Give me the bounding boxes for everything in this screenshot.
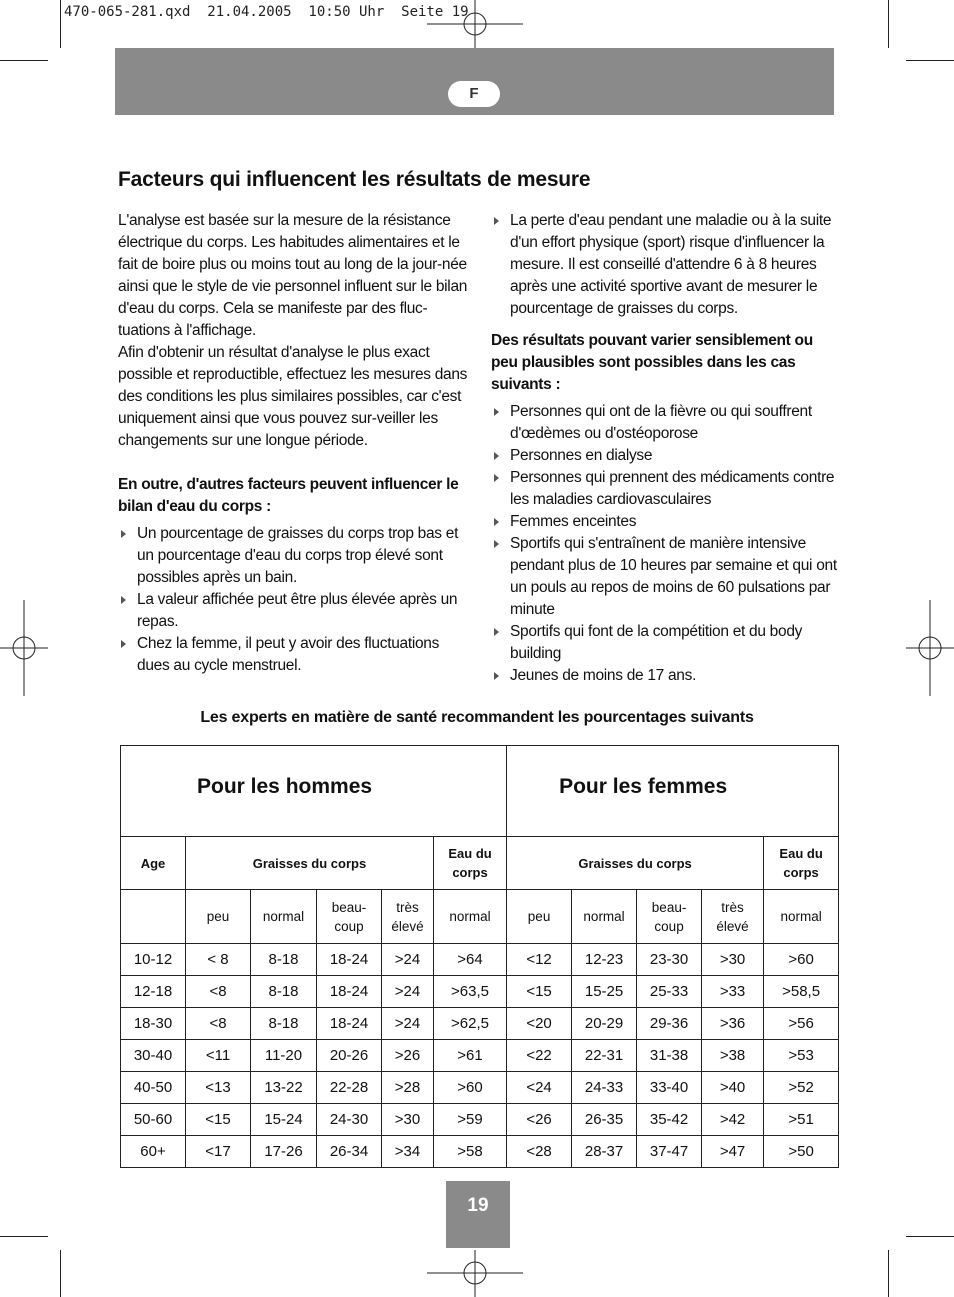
women-header: Pour les femmes: [507, 746, 839, 837]
sub-header-peu: peu: [186, 890, 251, 944]
table-cell: >26: [382, 1040, 434, 1072]
sub-header-water-normal: normal: [434, 890, 507, 944]
table-cell: 12-23: [572, 944, 637, 976]
table-cell: 18-24: [317, 944, 382, 976]
sub-header-beaucoup: beau- coup: [637, 890, 702, 944]
list-item: La valeur affichée peut être plus élevée après un repas.: [118, 589, 468, 633]
table-cell: <13: [186, 1072, 251, 1104]
age-cell: 12-18: [121, 976, 186, 1008]
table-cell: <20: [507, 1008, 572, 1040]
arrow-bullet-icon: [121, 530, 126, 538]
table-cell: 37-47: [637, 1136, 702, 1168]
table-cell: 15-25: [572, 976, 637, 1008]
method-paragraph: Afin d'obtenir un résultat d'analyse le plus exact possible et reproductible, effectuez les mesures dans des conditions les plus similaires possibles, car c'est uniquement ainsi que vous pouvez sur-veiller les changements sur une longue période.: [118, 344, 468, 449]
table-cell: >59: [434, 1104, 507, 1136]
women-fat-header: Graisses du corps: [507, 837, 764, 890]
crop-mark: [888, 0, 889, 48]
table-cell: 24-30: [317, 1104, 382, 1136]
table-cell: 24-33: [572, 1072, 637, 1104]
crop-mark: [60, 0, 61, 48]
sub-header-water-normal: normal: [764, 890, 839, 944]
table-cell: 26-34: [317, 1136, 382, 1168]
list-item: Un pourcentage de graisses du corps trop bas et un pourcentage d'eau du corps trop élevé sont possibles après un bain.: [118, 523, 468, 589]
age-cell: 40-50: [121, 1072, 186, 1104]
arrow-bullet-icon: [494, 452, 499, 460]
table-cell: <8: [186, 976, 251, 1008]
table-cell: <15: [507, 976, 572, 1008]
table-cell: 26-35: [572, 1104, 637, 1136]
table-body: [121, 944, 839, 1168]
table-cell: <17: [186, 1136, 251, 1168]
list-item: Personnes qui ont de la fièvre ou qui souffrent d'œdèmes ou d'ostéoporose: [491, 401, 837, 445]
arrow-bullet-icon: [494, 628, 499, 636]
sub-header-tres-eleve: très élevé: [382, 890, 434, 944]
table-cell: 28-37: [572, 1136, 637, 1168]
table-cell: >60: [764, 944, 839, 976]
table-cell: >33: [702, 976, 764, 1008]
table-cell: <15: [186, 1104, 251, 1136]
table-cell: >64: [434, 944, 507, 976]
registration-mark-icon: [427, 1250, 523, 1297]
cases-heading: Des résultats pouvant varier sensiblement ou peu plausibles sont possibles dans les cas suivants :: [491, 332, 813, 393]
arrow-bullet-icon: [121, 640, 126, 648]
table-cell: 17-26: [251, 1136, 317, 1168]
body-composition-table: [120, 745, 839, 1168]
table-cell: >60: [434, 1072, 507, 1104]
language-badge: F: [448, 81, 500, 107]
list-item: La perte d'eau pendant une maladie ou à la suite d'un effort physique (sport) risque d'influencer la mesure. Il est conseillé d'attendre 6 à 8 heures après une activité sportive avant de mesurer le pourcentage de graisses du corps.: [491, 210, 837, 320]
table-cell: >38: [702, 1040, 764, 1072]
list-item: Jeunes de moins de 17 ans.: [491, 665, 837, 687]
sub-header-peu: peu: [507, 890, 572, 944]
registration-mark-icon: [427, 0, 523, 48]
crop-mark: [60, 1250, 61, 1297]
table-cell: 25-33: [637, 976, 702, 1008]
arrow-bullet-icon: [494, 540, 499, 548]
table-cell: <22: [507, 1040, 572, 1072]
list-item: Femmes enceintes: [491, 511, 837, 533]
table-cell: >30: [702, 944, 764, 976]
list-item: Chez la femme, il peut y avoir des fluctuations dues au cycle menstruel.: [118, 633, 468, 677]
list-item: Sportifs qui font de la compétition et du body building: [491, 621, 837, 665]
table-row: [121, 1008, 839, 1040]
table-cell: <11: [186, 1040, 251, 1072]
table-row: [121, 1072, 839, 1104]
table-cell: >53: [764, 1040, 839, 1072]
table-cell: 23-30: [637, 944, 702, 976]
age-cell: 10-12: [121, 944, 186, 976]
table-cell: >24: [382, 1008, 434, 1040]
table-cell: 18-24: [317, 1008, 382, 1040]
table-row: [121, 944, 839, 976]
table-cell: 8-18: [251, 1008, 317, 1040]
table-cell: 11-20: [251, 1040, 317, 1072]
table-cell: < 8: [186, 944, 251, 976]
table-cell: >58: [434, 1136, 507, 1168]
table-cell: 13-22: [251, 1072, 317, 1104]
arrow-bullet-icon: [121, 596, 126, 604]
table-cell: 8-18: [251, 976, 317, 1008]
table-cell: <26: [507, 1104, 572, 1136]
table-cell: >61: [434, 1040, 507, 1072]
age-header: Age: [121, 837, 186, 890]
table-cell: <24: [507, 1072, 572, 1104]
recommendation-heading: Les experts en matière de santé recommandent les pourcentages suivants: [200, 709, 754, 726]
table-cell: >30: [382, 1104, 434, 1136]
sub-header-tres-eleve: très élevé: [702, 890, 764, 944]
sub-header-normal: normal: [572, 890, 637, 944]
table-cell: 31-38: [637, 1040, 702, 1072]
list-item: Personnes qui prennent des médicaments contre les maladies cardiovasculaires: [491, 467, 837, 511]
sub-header-normal: normal: [251, 890, 317, 944]
water-loss-list: [491, 210, 837, 320]
arrow-bullet-icon: [494, 518, 499, 526]
table-row: [121, 1040, 839, 1072]
list-item: Personnes en dialyse: [491, 445, 837, 467]
registration-mark-icon: [0, 600, 48, 696]
table-cell: >56: [764, 1008, 839, 1040]
table-cell: >24: [382, 976, 434, 1008]
table-cell: >50: [764, 1136, 839, 1168]
table-cell: >58,5: [764, 976, 839, 1008]
crop-mark: [0, 1236, 48, 1237]
table-cell: >62,5: [434, 1008, 507, 1040]
table-cell: >42: [702, 1104, 764, 1136]
table-cell: >63,5: [434, 976, 507, 1008]
arrow-bullet-icon: [494, 408, 499, 416]
table-cell: <12: [507, 944, 572, 976]
age-cell: 60+: [121, 1136, 186, 1168]
crop-mark: [906, 60, 954, 61]
table-cell: >24: [382, 944, 434, 976]
crop-mark: [888, 1250, 889, 1297]
table-cell: >51: [764, 1104, 839, 1136]
table-cell: >36: [702, 1008, 764, 1040]
men-header: Pour les hommes: [121, 746, 507, 837]
men-fat-header: Graisses du corps: [186, 837, 434, 890]
table-cell: 22-31: [572, 1040, 637, 1072]
crop-mark: [906, 1236, 954, 1237]
table-cell: 22-28: [317, 1072, 382, 1104]
table-cell: 18-24: [317, 976, 382, 1008]
table-cell: 35-42: [637, 1104, 702, 1136]
right-column: [491, 210, 837, 687]
men-water-header: Eau du corps: [434, 837, 507, 890]
crop-mark: [0, 60, 48, 61]
table-cell: <28: [507, 1136, 572, 1168]
table-cell: 15-24: [251, 1104, 317, 1136]
factors-list: [118, 523, 468, 677]
arrow-bullet-icon: [494, 672, 499, 680]
table-cell: 29-36: [637, 1008, 702, 1040]
factors-heading: En outre, d'autres facteurs peuvent influencer le bilan d'eau du corps :: [118, 476, 459, 515]
sub-header-beaucoup: beau- coup: [317, 890, 382, 944]
table-row: [121, 1104, 839, 1136]
print-slug: 470-065-281.qxd 21.04.2005 10:50 Uhr Seite 19: [64, 4, 469, 20]
table-cell: >47: [702, 1136, 764, 1168]
page-title: Facteurs qui influencent les résultats de mesure: [118, 168, 591, 191]
intro-paragraph: L'analyse est basée sur la mesure de la résistance électrique du corps. Les habitudes alimentaires et le fait de boire plus ou moins tout au long de la jour-née ainsi que le style de vie personnel influent sur le bilan d'eau du corps. Cela se manifeste par des fluc-tuations à l'affichage.: [118, 212, 468, 339]
list-item: Sportifs qui s'entraînent de manière intensive pendant plus de 10 heures par semaine et qui ont un pouls au repos de moins de 60 pulsations par minute: [491, 533, 837, 621]
table-cell: 8-18: [251, 944, 317, 976]
empty-cell: [121, 890, 186, 944]
cases-list: [491, 401, 837, 687]
table-cell: >34: [382, 1136, 434, 1168]
left-column: [118, 210, 468, 677]
page-number: 19: [446, 1181, 510, 1248]
table-cell: 33-40: [637, 1072, 702, 1104]
registration-mark-icon: [906, 600, 954, 696]
table-row: [121, 976, 839, 1008]
women-water-header: Eau du corps: [764, 837, 839, 890]
age-cell: 50-60: [121, 1104, 186, 1136]
age-cell: 30-40: [121, 1040, 186, 1072]
table-cell: >52: [764, 1072, 839, 1104]
table-cell: >28: [382, 1072, 434, 1104]
table-row: [121, 1136, 839, 1168]
age-cell: 18-30: [121, 1008, 186, 1040]
table-cell: >40: [702, 1072, 764, 1104]
arrow-bullet-icon: [494, 474, 499, 482]
table-cell: 20-29: [572, 1008, 637, 1040]
table-cell: <8: [186, 1008, 251, 1040]
arrow-bullet-icon: [494, 217, 499, 225]
table-cell: 20-26: [317, 1040, 382, 1072]
